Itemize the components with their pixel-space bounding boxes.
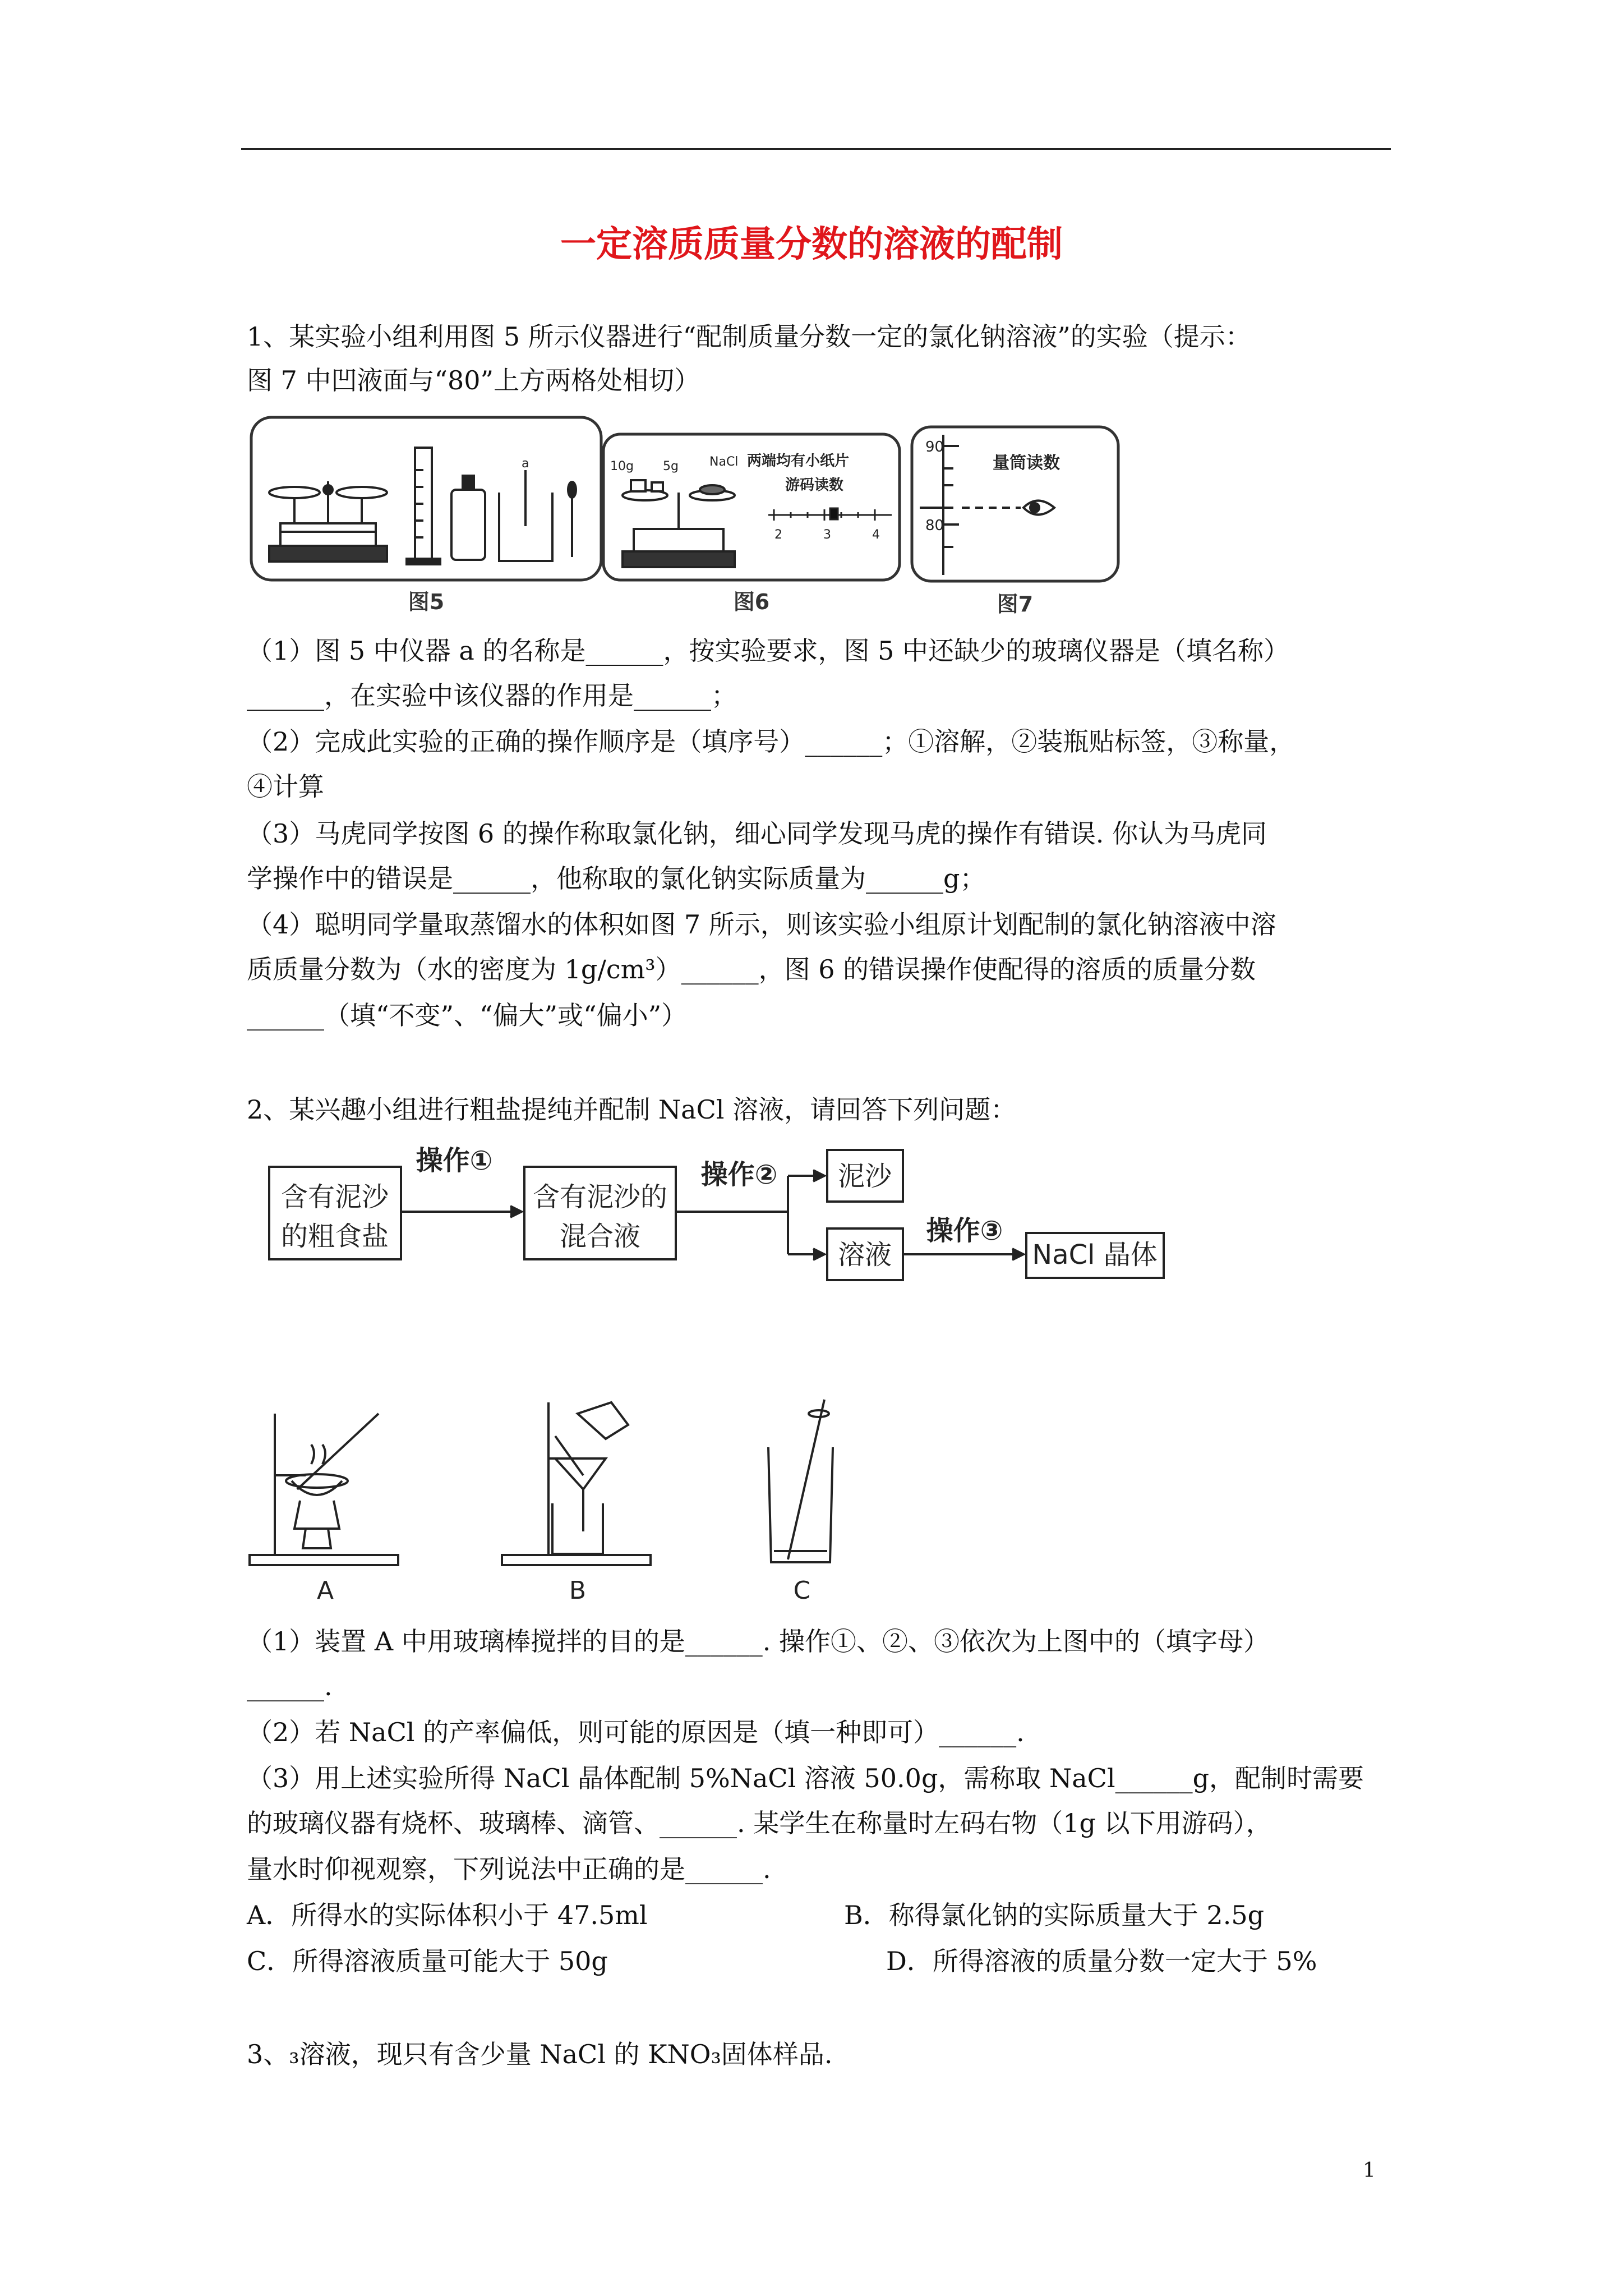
fig7-label-80: 80 bbox=[925, 517, 944, 534]
flow-box3: 泥沙 bbox=[837, 1161, 892, 1192]
flow-box2-line1: 含有泥沙的 bbox=[532, 1181, 668, 1213]
apparatus-label-a: A bbox=[316, 1576, 334, 1605]
q2-part1-line1: （1）装置 A 中用玻璃棒搅拌的目的是______. 操作①、②、③依次为上图中的（填字母） bbox=[247, 1626, 1269, 1657]
flow-op2: 操作② bbox=[700, 1159, 778, 1190]
fig6-label-nacl: NaCl bbox=[709, 455, 739, 469]
apparatus-label-c: C bbox=[793, 1576, 811, 1605]
q1-part1-line2: ______，在实验中该仪器的作用是______； bbox=[247, 680, 737, 711]
fig6-note1: 两端均有小纸片 bbox=[747, 453, 850, 470]
flow-op1: 操作① bbox=[416, 1145, 493, 1176]
q1-part4-line1: （4）聪明同学量取蒸馏水的体积如图 7 所示，则该实验小组原计划配制的氯化钠溶液中溶 bbox=[247, 909, 1276, 940]
figure-7 bbox=[909, 424, 1122, 622]
q2-stem: 2、某兴趣小组进行粗盐提纯并配制 NaCl 溶液，请回答下列问题： bbox=[247, 1094, 1017, 1125]
flow-op3: 操作③ bbox=[926, 1215, 1003, 1246]
flow-box5: NaCl 晶体 bbox=[1032, 1239, 1158, 1271]
evaporation-apparatus-icon bbox=[250, 1414, 398, 1565]
fig7-note: 量筒读数 bbox=[993, 453, 1060, 473]
q1-part4-line3: ______（填“不变”、“偏大”或“偏小”） bbox=[247, 1000, 688, 1030]
q2-part1-line2: ______. bbox=[247, 1671, 333, 1701]
filtration-apparatus-icon bbox=[502, 1402, 651, 1565]
fig6-label-10g: 10g bbox=[610, 459, 634, 473]
apparatus-figure bbox=[241, 1391, 970, 1616]
q2-option-c: C．所得溶液质量可能大于 50g bbox=[247, 1946, 608, 1976]
q1-part1-line1: （1）图 5 中仪器 a 的名称是______，按实验要求，图 5 中还缺少的玻璃仪器是（填名称） bbox=[247, 636, 1289, 666]
q2-part3-line3: 量水时仰视观察，下列说法中正确的是______. bbox=[247, 1854, 771, 1884]
fig6-note2: 游码读数 bbox=[785, 477, 844, 494]
q1-stem-line1: 1、某实验小组利用图 5 所示仪器进行“配制质量分数一定的氯化钠溶液”的实验（提示： bbox=[247, 321, 1251, 352]
flow-box4: 溶液 bbox=[837, 1239, 892, 1271]
header-rule bbox=[241, 148, 1391, 150]
page-title: 一定溶质质量分数的溶液的配制 bbox=[560, 224, 1063, 265]
q1-part2-line1: （2）完成此实验的正确的操作顺序是（填序号）______；①溶解，②装瓶贴标签，③称量， bbox=[247, 726, 1295, 757]
apparatus-label-b: B bbox=[569, 1576, 587, 1605]
flow-box1-line1: 含有泥沙 bbox=[280, 1181, 389, 1213]
q2-part2-line1: （2）若 NaCl 的产率偏低，则可能的原因是（填一种即可）______. bbox=[247, 1717, 1025, 1747]
flowchart bbox=[264, 1144, 1172, 1290]
q2-option-a: A．所得水的实际体积小于 47.5ml bbox=[247, 1900, 648, 1930]
figure-6 bbox=[600, 431, 903, 622]
fig7-label-90: 90 bbox=[925, 439, 944, 455]
fig7-caption: 图7 bbox=[997, 592, 1034, 616]
fig6-tick-3: 3 bbox=[823, 528, 831, 542]
q1-part2-line2: ④计算 bbox=[247, 771, 324, 802]
q1-part4-line2: 质质量分数为（水的密度为 1g/cm³）______，图 6 的错误操作使配得的溶质的质量分数 bbox=[247, 954, 1256, 984]
fig5-label-a: a bbox=[522, 457, 529, 471]
q1-part3-line1: （3）马虎同学按图 6 的操作称取氯化钠，细心同学发现马虎的操作有错误. 你认为马虎同 bbox=[247, 818, 1267, 849]
fig6-label-5g: 5g bbox=[663, 459, 679, 473]
flow-box1-line2: 的粗食盐 bbox=[280, 1221, 389, 1252]
fig6-caption: 图6 bbox=[733, 590, 770, 614]
figure-5 bbox=[247, 414, 606, 622]
q1-part3-line2: 学操作中的错误是______，他称取的氯化钠实际质量为______g； bbox=[247, 863, 986, 894]
fig5-caption: 图5 bbox=[408, 590, 445, 614]
q2-option-d: D．所得溶液的质量分数一定大于 5% bbox=[886, 1946, 1317, 1976]
q2-part3-line1: （3）用上述实验所得 NaCl 晶体配制 5%NaCl 溶液 50.0g，需称取 NaCl______g，配制时需要 bbox=[247, 1763, 1364, 1793]
dissolving-apparatus-icon bbox=[768, 1400, 833, 1562]
q2-option-b: B．称得氯化钠的实际质量大于 2.5g bbox=[844, 1900, 1265, 1930]
fig6-tick-4: 4 bbox=[872, 528, 880, 542]
flow-box2-line2: 混合液 bbox=[559, 1221, 641, 1252]
page-number: 1 bbox=[1363, 2159, 1376, 2182]
q1-stem-line2: 图 7 中凹液面与“80”上方两格处相切） bbox=[247, 365, 700, 395]
q3-stem: 3、₃溶液，现只有含少量 NaCl 的 KNO₃固体样品. bbox=[247, 2039, 833, 2069]
q2-part3-line2: 的玻璃仪器有烧杯、玻璃棒、滴管、______. 某学生在称量时左码右物（1g 以下用游码）， bbox=[247, 1808, 1272, 1838]
fig6-tick-2: 2 bbox=[774, 528, 782, 542]
